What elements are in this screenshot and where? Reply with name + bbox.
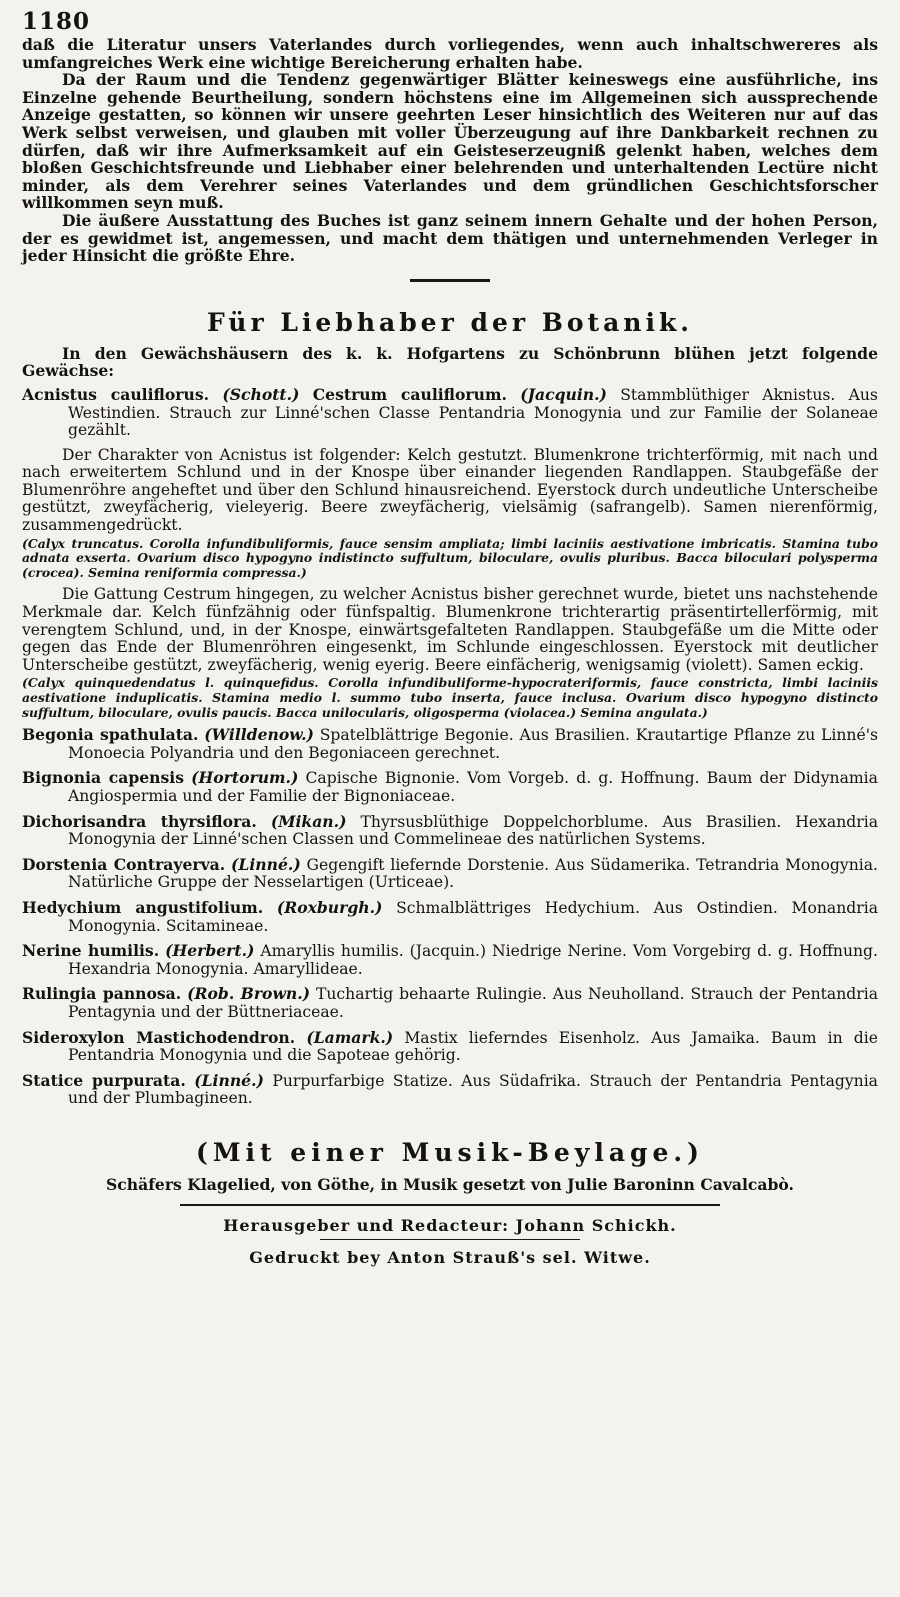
plant-entry [22,769,878,805]
plant-entry [22,856,878,892]
plant-author: (Schott.) [222,384,300,404]
acnistus-latin-note: (Calyx truncatus. Corolla infundibuliformis, fauce sensim ampliata; limbi laciniis aestivatione imbricatis. Stamina tubo adnata exserta. Ovarium disco hypogyno indistincto suffultum, biloculare, ovulis pluribus. Bacca biloculari polysperma (crocea). Semina reniformia compressa.) [22,535,878,580]
plant-description: Tuchartig behaarte Rulingie. Aus Neuholland. Strauch der Pentandria Pentagynia und der Büttneriaceae. [68,985,878,1021]
plant-description: Mastix lieferndes Eisenholz. Aus Jamaika. Baum in die Pentandria Monogynia und die Sapoteae gehörig. [68,1028,879,1065]
plant-author: (Herbert.) [165,941,255,961]
plant-entry [22,1029,878,1065]
plant-author: (Linné.) [194,1070,264,1090]
review-paragraph-3: Die äußere Ausstattung des Buches ist ganz seinem innern Gehalte und der hohen Person, der es gewidmet ist, angemessen, und macht dem thätigen und unternehmenden Verleger in jeder Hinsicht die größte Ehre. [22,210,878,266]
plant-author: (Roxburgh.) [276,897,383,917]
plant-latin-name: Dorstenia Contrayerva. [22,854,226,874]
plant-latin-name: Sideroxylon Mastichodendron. [22,1027,296,1047]
plant-latin-name: Rulingia pannosa. [22,984,182,1004]
botany-intro: In den Gewächshäusern des k. k. Hofgartens zu Schönbrunn blühen jetzt folgende Gewächse: [22,343,878,381]
plant-author: (Hortorum.) [191,768,299,788]
plant-entry [22,899,878,935]
plant-entry [22,386,878,440]
cestrum-character: Die Gattung Cestrum hingegen, zu welcher Acnistus bisher gerechnet wurde, bietet uns nachstehende Merkmale dar. Kelch fünfzähnig oder fünfspaltig. Blumenkrone trichterartig präsentirtellerförmig, mit verengtem Schlund, und, in der Knospe, einwärtsgefalteten Randlappen. Staubgefäße um die Mitte oder gegen das Ende der Blumenröhren eingesenkt, im Schlunde eingeschlossen. Eyerstock mit deutlicher Unterscheibe gestützt, zweyfächerig, wenig eyerig. Beere einfächerig, wenigsamig (violett). Samen eckig. [22,585,878,674]
plant-description: Stammblüthiger Aknistus. Aus Westindien. Strauch zur Linné'schen Classe Pentandria Monogynia und zur Familie der Solaneae gezählt. [68,385,878,440]
editor-line: Herausgeber und Redacteur: Johann Schickh. [223,1215,677,1235]
music-supplement-line: Schäfers Klagelied, von Göthe, in Musik gesetzt von Julie Baroninn Cavalcabò. [106,1174,794,1194]
review-paragraph-1: daß die Literatur unsers Vaterlandes durch vorliegendes, wenn auch inhaltschwereres als umfangreiches Werk eine wichtige Bereicherung erhalten habe. [22,35,878,72]
section-title: Für Liebhaber der Botanik. [207,307,693,337]
plant-latin-name: Hedychium angustifolium. [22,897,264,917]
plant-latin-name: Begonia spathulata. [22,725,199,745]
plant-latin-name: Dichorisandra thyrsiflora. [22,811,257,831]
plant-description: Thyrsusblüthige Doppelchorblume. Aus Brasilien. Hexandria Monogynia der Linné'schen Classen und Commelineae des natürlichen Systems. [68,812,878,849]
plant-latin-synonym: Cestrum cauliflorum. [312,384,507,404]
plant-entry [22,726,878,762]
plant-author: (Rob. Brown.) [187,984,311,1004]
cestrum-latin-note: (Calyx quinquedendatus l. quinquefidus. Corolla infundibuliforme-hypocrateriformis, fauce constricta, limbi laciniis aestivatione induplicatis. Stamina medio l. summo tubo inserta, fauce inclusa. Ovarium disco hypogyno distincto suffultum, biloculare, ovulis paucis. Bacca unilocularis, oligosperma (violacea.) Semina angulata.) [22,675,878,720]
plant-synonym-author: (Jacquin.) [520,384,607,404]
plant-description: Amaryllis humilis. (Jacquin.) Niedrige Nerine. Vom Vorgebirg d. g. Hoffnung. Hexandria Monogynia. Amaryllideae. [68,942,878,978]
printer-line: Gedruckt bey Anton Strauß's sel. Witwe. [249,1247,651,1267]
plant-description: Gegengift liefernde Dorstenie. Aus Südamerika. Tetrandria Monogynia. Natürliche Gruppe der Nesselartigen (Urticeae). [68,855,878,892]
plant-author: (Linné.) [231,854,301,874]
footer-divider-short [320,1239,580,1240]
plant-latin-name: Statice purpurata. [22,1070,186,1090]
plant-entry [22,985,878,1021]
plant-author: (Willdenow.) [204,725,314,745]
plant-description: Schmalblättriges Hedychium. Aus Ostindien. Monandria Monogynia. Scitamineae. [68,898,878,935]
plant-latin-name: Bignonia capensis [22,768,184,788]
plant-author: (Mikan.) [270,811,347,831]
plant-entry [22,942,878,978]
page-number: 1180 [22,8,91,35]
plant-description: Purpurfarbige Statize. Aus Südafrika. Strauch der Pentandria Pentagynia und der Plumbagineen. [68,1071,878,1108]
plant-latin-name: Acnistus cauliflorus. [22,384,210,404]
plant-entry [22,813,878,849]
section-divider [410,279,490,282]
music-supplement-title: (Mit einer Musik-Beylage.) [196,1137,704,1167]
review-paragraph-2: Da der Raum und die Tendenz gegenwärtiger Blätter keineswegs eine ausführliche, ins Einzelne gehende Beurtheilung, sondern höchstens eine im Allgemeinen sich aussprechende Anzeige gestatten, so können wir unsere geehrten Leser hinsichtlich des Weiteren nur auf das Werk selbst verweisen, und glauben mit voller Überzeugung auf ihre Dankbarkeit rechnen zu dürfen, daß wir ihre Aufmerksamkeit auf ein Geisteserzeugniß gelenkt haben, welches dem bloßen Geschichtsfreunde und Liebhaber einer belehrenden und unterhaltenden Lectüre nicht minder, als dem Verehrer seines Vaterlandes und dem gründlichen Geschichtsforscher willkommen seyn muß. [22,70,878,213]
acnistus-character: Der Charakter von Acnistus ist folgender: Kelch gestutzt. Blumenkrone trichterförmig, mit nach und nach erweitertem Schlund und in der Knospe über einander liegenden Randlappen. Staubgefäße der Blumenröhre angeheftet und über den Schlund hinausreichend. Eyerstock durch undeutliche Unterscheibe gestützt, zweyfächerig, vieleyerig. Beere zweyfächerig, vielsämig (safrangelb). Samen nierenförmig, zusammengedrückt. [22,445,878,535]
plant-author: (Lamark.) [306,1027,394,1047]
footer-divider [180,1204,720,1206]
plant-latin-name: Nerine humilis. [22,941,160,961]
plant-description: Capische Bignonie. Vom Vorgeb. d. g. Hoffnung. Baum der Didynamia Angiospermia und der Familie der Bignoniaceae. [68,769,878,805]
plant-description: Spatelblättrige Begonie. Aus Brasilien. Krautartige Pflanze zu Linné's Monoecia Polyandria und den Begoniaceen gerechnet. [68,726,878,762]
plant-entry [22,1072,878,1108]
